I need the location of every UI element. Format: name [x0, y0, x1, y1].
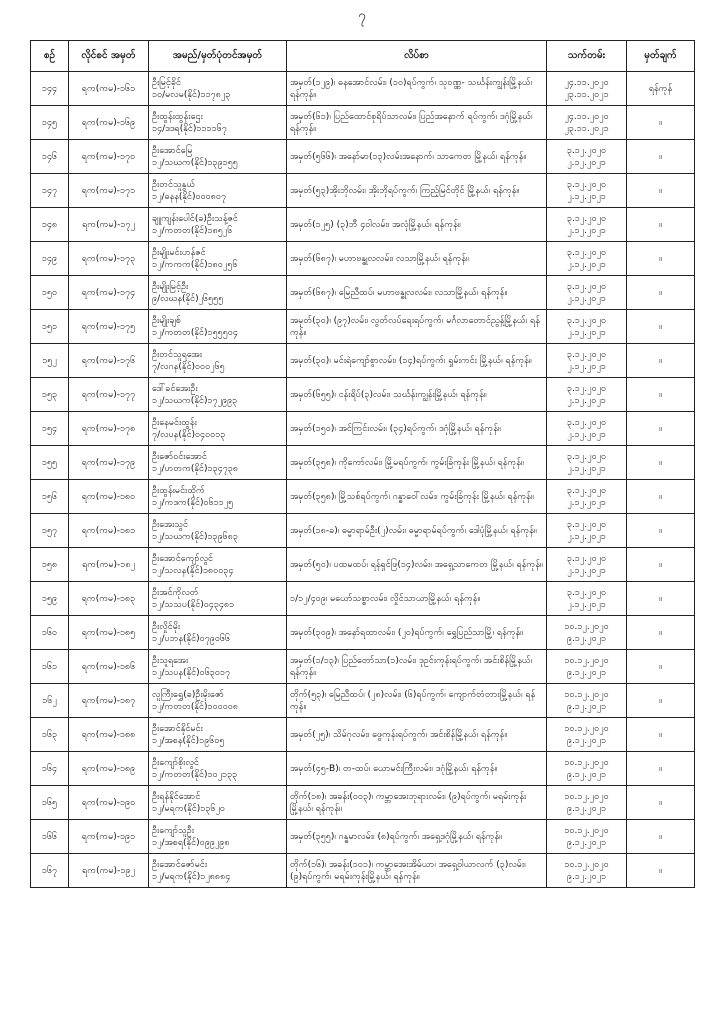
license-number: ရက(ကမ)-၁၈၃ [69, 582, 149, 616]
name-id-cell [149, 446, 287, 480]
registration-id: ၇/လဂန(နိုင်)၀၀၀၂၆၅ [152, 361, 225, 372]
validity-end: ၉.၁၂.၂၀၂၁ [566, 667, 607, 678]
validity-cell [547, 446, 627, 480]
address-cell: အမှတ်(၄၅-B)၊ တ-ထပ်၊ ယောမင်းကြီးလမ်း၊ ဒဂုံမြို့နယ်၊ ရန်ကုန်။ [287, 752, 547, 786]
person-name: ဦးတင်သူရအေး [152, 349, 202, 360]
person-name: ချူကျန်းပေါင်(ခ)ဦးသန့်ဇင် [152, 213, 238, 224]
table-row [31, 752, 695, 786]
row-number: ၁၄၅ [31, 106, 69, 140]
address-cell: အမှတ်(၆၈၇)၊ မြေညီထပ်၊ မဟာဗန္ဓုလလမ်း၊ လသာမြို့နယ်၊ ရန်ကုန်။ [287, 276, 547, 310]
name-id-cell [149, 174, 287, 208]
registration-id: ၁၂/ပဘန(နိုင်)၀၇၉၀၆၆ [152, 633, 231, 644]
address-cell: အမှတ်(၅၀)၊ ပထမထပ်၊ ရန်ရှင်ဖြ(၁၄)လမ်း၊ အရှေ့သာကေတ မြို့နယ်၊ ရန်ကုန်။ [287, 548, 547, 582]
validity-end: ၂.၁၂.၂၀၂၁ [567, 327, 606, 338]
remark-cell: ။ [627, 412, 695, 446]
registration-id: ၁၂/သဃက(နိုင်)၁၃၉၁၅၅ [152, 157, 238, 168]
validity-cell [547, 718, 627, 752]
name-id-cell [149, 548, 287, 582]
row-number: ၁၆၁ [31, 650, 69, 684]
validity-end: ၉.၁၂.၂၀၂၁ [566, 871, 607, 882]
validity-start: ၃.၁၂.၂၀၂၀ [566, 349, 607, 360]
validity-end: ၂.၁၂.၂၀၂၁ [567, 463, 606, 474]
remark-cell: ။ [627, 752, 695, 786]
name-id-cell [149, 208, 287, 242]
address-cell: အမှတ်(၆၁)၊ ပြည်ထောင်စုရိပ်သာလမ်း၊ ပြည်အနောက် ရပ်ကွက်၊ ဒဂုံမြို့နယ်၊ ရန်ကုန်။ [287, 106, 547, 140]
license-number: ရက(ကမ)-၁၇၂ [69, 208, 149, 242]
address-cell: အမှတ်(၃၅၅)၊ ဂန္ဓမာလမ်း၊ (၈)ရပ်ကွက်၊ အရှေ့ဒဂုံမြို့နယ်၊ ရန်ကုန်။ [287, 820, 547, 854]
row-number: ၁၅၁ [31, 310, 69, 344]
validity-end: ၂.၁၂.၂၀၂၁ [567, 361, 606, 372]
address-cell: အမှတ်(၆၈၇)၊ မဟာဗန္ဓုလလမ်း၊ လသာမြို့နယ်၊ ရန်ကုန်။ [287, 242, 547, 276]
registration-id: ၁၂/ကကက(နိုင်)၁၈၀၂၅၆ [152, 259, 238, 270]
remark-cell: ။ [627, 548, 695, 582]
license-number: ရက(ကမ)-၁၆၉ [69, 106, 149, 140]
address-cell: တိုက်(၁၆)၊ အခန်း(၁၀၁)၊ ကမ္ဘာအေးအိမ်ယာ၊ အရှေ့ဝါယာလက် (၃)လမ်း၊ (၉)ရပ်ကွက်၊ မရမ်းကုန်းမြို့နယ်၊ ရန်ကုန်။ [287, 854, 547, 888]
validity-cell [547, 344, 627, 378]
name-id-cell [149, 412, 287, 446]
validity-start: ၁၀.၁၂.၂၀၂၀ [564, 757, 609, 768]
address-cell: အမှတ်(၃၀)၊ (၉၇)လမ်း၊ လွတ်လပ်ရေးရပ်ကွက်၊ မင်္ဂလာတောင်ညွန့်မြို့နယ်၊ ရန်ကုန်။ [287, 310, 547, 344]
validity-cell [547, 514, 627, 548]
person-name: လူကြီးရွှေ(ခ)ဦးမိုးဇော် [152, 689, 224, 700]
remark-cell: ။ [627, 684, 695, 718]
remark-cell: ။ [627, 514, 695, 548]
validity-cell [547, 106, 627, 140]
address-cell: အမှတ်(၆၅၅)၊ ငန်းရိပ်(၃)လမ်း၊ သင်္ဃန်းကျွန်းမြို့နယ်၊ ရန်ကုန်။ [287, 378, 547, 412]
registration-id: ၁၂/သလန(နိုင်)၁၈၀၀၃၄ [152, 565, 234, 576]
license-number: ရက(ကမ)-၁၇၀ [69, 140, 149, 174]
row-number: ၁၅၈ [31, 548, 69, 582]
remark-cell: ။ [627, 616, 695, 650]
row-number: ၁၅၆ [31, 480, 69, 514]
person-name: ဒေါ်ခင်အေးဦး [152, 383, 198, 394]
registration-id: ၁၂/ကဒက(နိုင်)၀၆၁၁၂၅ [152, 497, 234, 508]
person-name: ဦးသူရအေး [152, 655, 189, 666]
remark-cell: ။ [627, 854, 695, 888]
validity-start: ၁၀.၁၂.၂၀၂၀ [564, 655, 609, 666]
validity-cell [547, 820, 627, 854]
person-name: ဦးထွန်းမင်းထိုက် [152, 485, 205, 496]
validity-cell [547, 276, 627, 310]
table-row [31, 276, 695, 310]
remark-cell: ။ [627, 718, 695, 752]
validity-end: ၂၃.၁၁.၂၀၂၁ [564, 89, 609, 100]
table-row [31, 344, 695, 378]
validity-end: ၂၃.၁၁.၂၀၂၁ [564, 123, 609, 134]
person-name: ဦးအင်ကိုလတ် [152, 587, 199, 598]
validity-start: ၃.၁၂.၂၀၂၀ [566, 145, 607, 156]
table-row [31, 650, 695, 684]
remark-cell: ။ [627, 786, 695, 820]
row-number: ၁၅၇ [31, 514, 69, 548]
remark-cell: ။ [627, 208, 695, 242]
table-row [31, 684, 695, 718]
row-number: ၁၅၂ [31, 344, 69, 378]
validity-start: ၁၀.၁၂.၂၀၂၀ [564, 723, 609, 734]
name-id-cell [149, 344, 287, 378]
address-cell: အမှတ်(၁၂၉)၊ ဓနအောင်လမ်း၊ (၁၀)ရပ်ကွက်၊ သုဝဏ္ဏ- သင်္ဃန်းကျွန်းမြို့နယ်၊ ရန်ကုန်။ [287, 72, 547, 106]
row-number: ၁၆၄ [31, 752, 69, 786]
name-id-cell [149, 786, 287, 820]
remark-cell: ။ [627, 582, 695, 616]
validity-cell [547, 616, 627, 650]
validity-end: ၉.၁၂.၂၀၂၁ [566, 837, 607, 848]
name-id-cell [149, 582, 287, 616]
name-id-cell [149, 514, 287, 548]
address-cell: တိုက်(၁၈)၊ အခန်း(၀၀၃)၊ ကမ္ဘာအေးဘုရားလမ်း၊ (၉)ရပ်ကွက်၊ မရမ်းကုန်းမြို့နယ်၊ ရန်ကုန်။ [287, 786, 547, 820]
row-number: ၁၄၇ [31, 174, 69, 208]
name-id-cell [149, 718, 287, 752]
table-row [31, 310, 695, 344]
row-number: ၁၅၉ [31, 582, 69, 616]
registration-id: ၁၂/သသပ(နိုင်)၀၄၃၄၈၁ [152, 599, 235, 610]
validity-end: ၂.၁၂.၂၀၂၁ [567, 293, 606, 304]
row-number: ၁၆၀ [31, 616, 69, 650]
row-number: ၁၆၅ [31, 786, 69, 820]
row-number: ၁၄၄ [31, 72, 69, 106]
registration-id: ၁၂/ဓနန(နိုင်)၀၀၀၈၀၇ [152, 191, 227, 202]
row-number: ၁၄၆ [31, 140, 69, 174]
validity-start: ၃.၁၂.၂၀၂၀ [566, 315, 607, 326]
person-name: ဦးနေမင်းထွန်း [152, 417, 197, 428]
remark-cell: ။ [627, 446, 695, 480]
validity-cell [547, 582, 627, 616]
validity-start: ၁၀.၁၂.၂၀၂၀ [564, 689, 609, 700]
remark-cell: ။ [627, 480, 695, 514]
validity-start: ၃.၁၂.၂၀၂၀ [566, 383, 607, 394]
license-number: ရက(ကမ)-၁၈၅ [69, 616, 149, 650]
validity-end: ၂.၁၂.၂၀၂၁ [567, 225, 606, 236]
registration-id: ၁၂/ကတတ(နိုင်)၁၀၂၁၃၃ [152, 769, 238, 780]
person-name: ဦးမျိုးမြင့်ဦး [152, 281, 189, 292]
validity-cell [547, 752, 627, 786]
validity-end: ၂.၁၂.၂၀၂၁ [567, 191, 606, 202]
person-name: ဦးအောင်နိုင်မင်း [152, 723, 203, 734]
validity-cell [547, 548, 627, 582]
row-number: ၁၆၇ [31, 854, 69, 888]
validity-cell [547, 72, 627, 106]
name-id-cell [149, 854, 287, 888]
validity-cell [547, 650, 627, 684]
name-id-cell [149, 276, 287, 310]
address-cell: အမှတ်(၅၃)အိုးဘိုလမ်း၊ အိုးဘိုရပ်ကွက်၊ ကြည့်မြင်တိုင် မြို့နယ်၊ ရန်ကုန်။ [287, 174, 547, 208]
row-number: ၁၄၉ [31, 242, 69, 276]
person-name: ဦးလှိုင်မိုး [152, 621, 181, 632]
table-row [31, 616, 695, 650]
license-number: ရက(ကမ)-၁၈၇ [69, 684, 149, 718]
row-number: ၁၅၅ [31, 446, 69, 480]
remark-cell: ။ [627, 174, 695, 208]
registration-id: ၁၄/ဒဒရ(နိုင်)၁၁၁၁၆၇ [152, 123, 227, 134]
validity-start: ၃.၁၂.၂၀၂၀ [566, 587, 607, 598]
address-cell: အမှတ်(၃၀)၊ မင်းရဲကျော်စွာလမ်း၊ (၁၄)ရပ်ကွက်၊ ရှုမ်းကင်း မြို့နယ်၊ ရန်ကုန်။ [287, 344, 547, 378]
remark-cell: ။ [627, 242, 695, 276]
name-id-cell [149, 72, 287, 106]
registration-id: ၁၂/ဟတက(နိုင်)၁၃၄၇၃၈ [152, 463, 239, 474]
registration-id: ၉/လဃန(နိုင်)၂၆၅၅၅ [152, 293, 224, 304]
address-cell: အမှတ်(၃၅၈)၊ မြို့သစ်ရပ်ကွက်၊ ဂန္ဓာဝေါ်လမ်း၊ ကွမ်းခြံကုန်း မြို့နယ်၊ ရန်ကုန်။ [287, 480, 547, 514]
person-name: ဦးအေးသွင် [152, 519, 189, 530]
address-cell: အမှတ်(၅၆၆)၊ အနော်မာ(၁၃)လမ်းအနောက်၊ သာကေတ မြို့နယ်၊ ရန်ကုန်။ [287, 140, 547, 174]
registration-id: ၁၂/ကတတ(နိုင်)၁၈၅၂၆ [152, 225, 233, 236]
registration-id: ၁၀/မလမ(နိုင်)၁၁၇၈၂၃ [152, 89, 231, 100]
table-row [31, 72, 695, 106]
person-name: ဦးဇော်ဝင်းအောင် [152, 451, 208, 462]
license-number: ရက(ကမ)-၁၉၂ [69, 854, 149, 888]
license-number: ရက(ကမ)-၁၇၉ [69, 446, 149, 480]
validity-cell [547, 174, 627, 208]
name-id-cell [149, 106, 287, 140]
license-number: ရက(ကမ)-၁၇၇ [69, 378, 149, 412]
validity-end: ၂.၁၂.၂၀၂၁ [567, 531, 606, 542]
validity-start: ၃.၁၂.၂၀၂၀ [566, 281, 607, 292]
registration-id: ၁၂/မရက(နိုင်)၁၂၈၈၈၄ [152, 871, 231, 882]
license-number: ရက(ကမ)-၁၉၁ [69, 820, 149, 854]
row-number: ၁၅၄ [31, 412, 69, 446]
validity-cell [547, 378, 627, 412]
remark-cell: ။ [627, 106, 695, 140]
name-id-cell [149, 616, 287, 650]
table-row [31, 446, 695, 480]
license-number: ရက(ကမ)-၁၈၈ [69, 718, 149, 752]
table-row [31, 854, 695, 888]
remark-cell: ရန်ကုန် [627, 72, 695, 106]
validity-start: ၃.၁၂.၂၀၂၀ [566, 179, 607, 190]
license-number: ရက(ကမ)-၁၈၉ [69, 752, 149, 786]
remark-cell: ။ [627, 650, 695, 684]
registration-id: ၁၂/အစန(နိုင်)၁၉၆၀၅ [152, 735, 225, 746]
validity-end: ၉.၁၂.၂၀၂၁ [566, 769, 607, 780]
address-cell: အမှတ်(၁/၁၃)၊ ပြည်တော်သာ(၁)လမ်း၊ ဒုဥင်းကုန်းရပ်ကွက်၊ အင်းစိန်မြို့နယ်၊ ရန်ကုန်။ [287, 650, 547, 684]
validity-start: ၃.၁၂.၂၀၂၀ [566, 247, 607, 258]
registration-id: ၁၂/သပန(နိုင်)၀၆၃၀၁၇ [152, 667, 231, 678]
header-validity: သက်တမ်း [547, 41, 627, 72]
table-row [31, 140, 695, 174]
license-number: ရက(ကမ)-၁၇၆ [69, 344, 149, 378]
person-name: ဦးအောင်ဇော်မင်း [152, 859, 208, 870]
validity-cell [547, 854, 627, 888]
license-number: ရက(ကမ)-၁၇၁ [69, 174, 149, 208]
license-number: ရက(ကမ)-၁၈၀ [69, 480, 149, 514]
license-number: ရက(ကမ)-၁၇၃ [69, 242, 149, 276]
table-row [31, 208, 695, 242]
table-row [31, 582, 695, 616]
table-row [31, 820, 695, 854]
name-id-cell [149, 378, 287, 412]
registration-id: ၁၂/သဃက(နိုင်)၁၇၂၉၉၃ [152, 395, 238, 406]
validity-start: ၁၀.၁၂.၂၀၂၀ [564, 791, 609, 802]
table-header-row [31, 41, 695, 72]
license-number: ရက(ကမ)-၁၉၀ [69, 786, 149, 820]
registration-id: ၇/လပန(နိုင်)၀၄၀၀၁၃ [152, 429, 226, 440]
address-cell: အမှတ်(၃၅၈)၊ ကိုကော်လမ်း၊ မြို့မရပ်ကွက်၊ ကွမ်းခြံကုန်း မြို့နယ်၊ ရန်ကုန်။ [287, 446, 547, 480]
address-cell: အမှတ်(၁၈-ခ)၊ ဓမ္မာရာမ်ဦး(၂)လမ်း၊ ဓမ္မာရာမ်ရပ်ကွက်၊ ဒေါပုံမြို့နယ်၊ ရန်ကုန်။ [287, 514, 547, 548]
name-id-cell [149, 242, 287, 276]
table-row [31, 514, 695, 548]
validity-start: ၃.၁၂.၂၀၂၀ [566, 213, 607, 224]
name-id-cell [149, 820, 287, 854]
header-name-id: အမည်/မှတ်ပုံတင်အမှတ် [149, 41, 287, 72]
remark-cell: ။ [627, 310, 695, 344]
person-name: ဦးရန်နိုင်အောင် [152, 791, 201, 802]
row-number: ၁၅၀ [31, 276, 69, 310]
registration-id: ၁၂/မရက(နိုင်)၁၃၆၂၀ [152, 803, 225, 814]
header-address: လိပ်စာ [287, 41, 547, 72]
validity-start: ၃.၁၂.၂၀၂၀ [566, 417, 607, 428]
validity-end: ၂.၁၂.၂၀၂၁ [567, 497, 606, 508]
person-name: ဦးမြင့်ခိုင် [152, 77, 181, 88]
license-number: ရက(ကမ)-၁၈၁ [69, 514, 149, 548]
validity-start: ၃.၁၂.၂၀၂၀ [566, 451, 607, 462]
row-number: ၁၆၃ [31, 718, 69, 752]
remark-cell: ။ [627, 140, 695, 174]
license-number: ရက(ကမ)-၁၆၁ [69, 72, 149, 106]
remark-cell: ။ [627, 344, 695, 378]
validity-start: ၃.၁၂.၂၀၂၀ [566, 553, 607, 564]
address-cell: အမှတ်(၂၅)၊ သိမ်ဂုလမ်း၊ ဖွေကုန်းရပ်ကွက်၊ အင်းစိန်မြို့နယ်၊ ရန်ကုန်။ [287, 718, 547, 752]
validity-cell [547, 412, 627, 446]
header-no: စဉ် [31, 41, 69, 72]
header-remark: မှတ်ချက် [627, 41, 695, 72]
name-id-cell [149, 480, 287, 514]
table-row [31, 412, 695, 446]
validity-end: ၉.၁၂.၂၀၂၁ [566, 803, 607, 814]
row-number: ၁၅၃ [31, 378, 69, 412]
validity-start: ၂၄.၁၁.၂၀၂၀ [564, 111, 609, 122]
remark-cell: ။ [627, 276, 695, 310]
table-row [31, 548, 695, 582]
validity-end: ၂.၁၂.၂၀၂၁ [567, 157, 606, 168]
person-name: ဦးမျိုးမင်းဟန်ဇင် [152, 247, 206, 258]
validity-start: ၁၀.၁၂.၂၀၂၀ [564, 825, 609, 836]
person-name: ဦးတင်သူနွယ် [152, 179, 196, 190]
remark-cell: ။ [627, 378, 695, 412]
validity-end: ၉.၁၂.၂၀၂၁ [566, 701, 607, 712]
table-row [31, 174, 695, 208]
person-name: ဦးကျော်သူဦး [152, 825, 195, 836]
person-name: ဦးအောင်ကျော်လွင် [152, 553, 214, 564]
name-id-cell [149, 310, 287, 344]
table-row [31, 480, 695, 514]
license-number: ရက(ကမ)-၁၇၈ [69, 412, 149, 446]
validity-start: ၁၀.၁၂.၂၀၂၀ [564, 621, 609, 632]
license-number: ရက(ကမ)-၁၇၄ [69, 276, 149, 310]
validity-start: ၂၄.၁၁.၂၀၂၀ [564, 77, 609, 88]
validity-cell [547, 140, 627, 174]
validity-start: ၃.၁၂.၂၀၂၀ [566, 519, 607, 530]
name-id-cell [149, 650, 287, 684]
validity-end: ၉.၁၂.၂၀၂၁ [566, 735, 607, 746]
person-name: ဦးကျော်စိုးလွင် [152, 757, 199, 768]
validity-cell [547, 786, 627, 820]
license-number: ရက(ကမ)-၁၇၅ [69, 310, 149, 344]
name-id-cell [149, 684, 287, 718]
table-row [31, 378, 695, 412]
address-cell: ၁/၁၂/၄၀၉၊ မယော်သစ္စာလမ်း၊ လှိုင်သာယာမြို့နယ်၊ ရန်ကုန်။ [287, 582, 547, 616]
registration-id: ၁၂/အစရ(နိုင်)၀၉၉၂၉၈ [152, 837, 230, 848]
validity-cell [547, 684, 627, 718]
registration-id: ၁၂/သဃက(နိုင်)၁၃၉၆၈၃ [152, 531, 238, 542]
license-number: ရက(ကမ)-၁၈၆ [69, 650, 149, 684]
validity-start: ၃.၁၂.၂၀၂၀ [566, 485, 607, 496]
registration-id: ၁၂/ကတတ(နိုင်)၁၅၅၅၀၄ [152, 327, 238, 338]
person-name: ဦးထွန်းထွန်းဌေး [152, 111, 203, 122]
address-cell: အမှတ်(၁၅၀)၊ အင်ကြင်းလမ်း၊ (၃၄)ရပ်ကွက်၊ ဒဂုံမြို့နယ်၊ ရန်ကုန်။ [287, 412, 547, 446]
table-row [31, 242, 695, 276]
license-number: ရက(ကမ)-၁၈၂ [69, 548, 149, 582]
address-cell: တိုက်(၅၃)၊ မြေညီထပ်၊ (၂၈)လမ်း၊ (၆)ရပ်ကွက်၊ ကျောက်တံတားမြို့နယ်၊ ရန်ကုန်။ [287, 684, 547, 718]
table-row [31, 786, 695, 820]
row-number: ၁၆၆ [31, 820, 69, 854]
name-id-cell [149, 752, 287, 786]
validity-cell [547, 480, 627, 514]
row-number: ၁၆၂ [31, 684, 69, 718]
person-name: ဦးမျိုးချစ် [152, 315, 181, 326]
name-id-cell [149, 140, 287, 174]
validity-end: ၂.၁၂.၂၀၂၁ [567, 395, 606, 406]
person-name: ဦးအောင်မြေ [152, 145, 193, 156]
license-table [30, 40, 695, 888]
registration-id: ၁၂/ကတတ(နိုင်)၁၀၀၀၀၈ [152, 701, 238, 712]
row-number: ၁၄၈ [31, 208, 69, 242]
table-row [31, 718, 695, 752]
page-number: ၇ [358, 8, 366, 24]
validity-start: ၁၀.၁၂.၂၀၂၀ [564, 859, 609, 870]
validity-end: ၂.၁၂.၂၀၂၁ [567, 259, 606, 270]
table-body [31, 72, 695, 888]
validity-cell [547, 242, 627, 276]
validity-end: ၂.၁၂.၂၀၂၁ [567, 599, 606, 610]
validity-cell [547, 208, 627, 242]
validity-end: ၂.၁၂.၂၀၂၁ [567, 429, 606, 440]
address-cell: အမှတ်(၃၀၉)၊ အနော်ရထာလမ်း၊ (၂၀)ရပ်ကွက်၊ ရွှေပြည်သာမြို့၊ ရန်ကုန်။ [287, 616, 547, 650]
validity-end: ၉.၁၂.၂၀၂၁ [566, 633, 607, 644]
address-cell: အမှတ်(၁၂၅) (၃)ဘီ ၄၀ါလမ်း၊ အလုံမြို့နယ်၊ ရန်ကုန်။ [287, 208, 547, 242]
header-license-no: လိုင်စင် အမှတ် [69, 41, 149, 72]
validity-end: ၂.၁၂.၂၀၂၁ [567, 565, 606, 576]
table-row [31, 106, 695, 140]
validity-cell [547, 310, 627, 344]
remark-cell: ။ [627, 820, 695, 854]
